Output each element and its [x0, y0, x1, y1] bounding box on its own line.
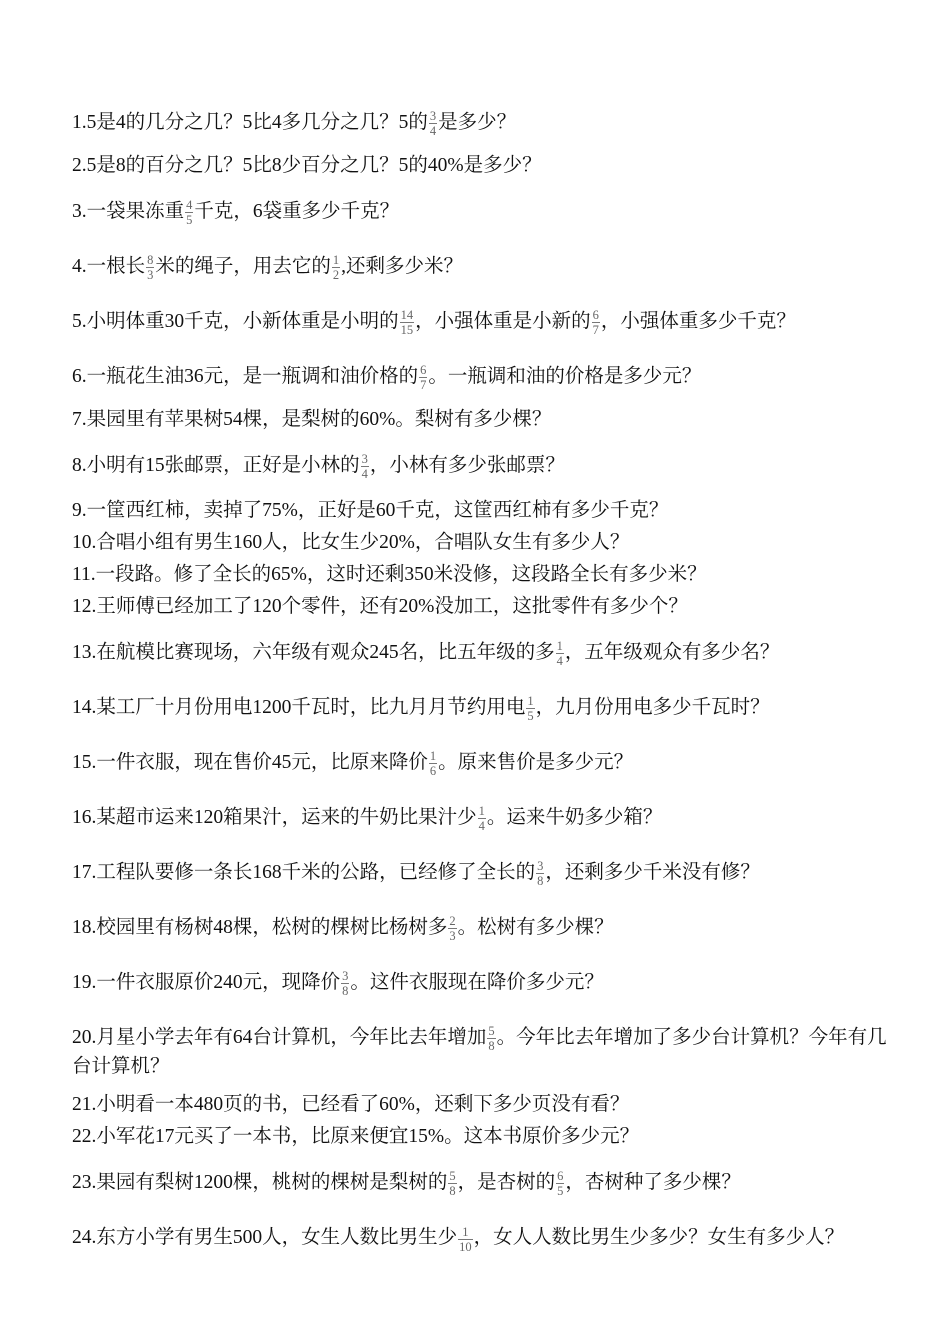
question-text: 。松树有多少棵？ — [457, 917, 614, 939]
fraction-denominator: 15 — [400, 323, 414, 338]
question-text: 。一瓶调和油的价格是多少元？ — [428, 366, 702, 388]
question-16 — [72, 791, 890, 846]
fraction-denominator: 8 — [537, 874, 544, 889]
fraction-denominator: 8 — [342, 984, 349, 999]
question-text: 24.东方小学有男生500人，女生人数比男生少 — [72, 1227, 458, 1249]
fraction — [429, 109, 437, 138]
question-text: 4.一根长 — [72, 256, 146, 278]
question-text: 11.一段路。修了全长的65%，这时还剩350米没修，这段路全长有多少米？ — [72, 564, 707, 586]
fraction-denominator: 10 — [459, 1239, 472, 1254]
question-text: 16.某超市运来120箱果汁，运来的牛奶比果汁少 — [72, 807, 477, 829]
fraction-denominator: 8 — [449, 1184, 456, 1199]
question-20 — [72, 1011, 890, 1094]
fraction-denominator: 4 — [478, 819, 485, 834]
fraction-denominator: 4 — [429, 124, 437, 139]
fraction-denominator: 3 — [147, 268, 154, 283]
question-1 — [72, 96, 890, 151]
fraction-numerator: 6 — [557, 1169, 564, 1184]
question-text: 17.工程队要修一条长168千米的公路，已经修了全长的 — [72, 862, 536, 884]
fraction-denominator: 8 — [488, 1039, 495, 1054]
fraction — [556, 1169, 564, 1198]
question-23 — [72, 1156, 890, 1211]
question-22 — [72, 1118, 890, 1156]
question-text: 23.果园有梨树1200棵，桃树的棵树是梨树的 — [72, 1172, 448, 1194]
fraction — [448, 914, 456, 943]
fraction-numerator: 1 — [556, 639, 563, 654]
fraction-numerator: 1 — [527, 694, 534, 709]
question-18 — [72, 901, 890, 956]
fraction-numerator: 6 — [420, 363, 427, 378]
question-text: 是多少？ — [438, 112, 517, 133]
fraction — [536, 859, 544, 888]
question-text: 1.5是4的几分之几？5比4多几分之几？5的 — [72, 112, 428, 133]
fraction-denominator: 5 — [527, 709, 534, 724]
question-text: 5.小明体重30千克，小新体重是小明的 — [72, 311, 399, 333]
question-6 — [72, 350, 890, 405]
fraction-numerator: 5 — [488, 1024, 495, 1039]
question-text: 9.一筐西红柿，卖掉了75%，正好是60千克，这筐西红柿有多少千克？ — [72, 500, 669, 522]
fraction-denominator: 3 — [449, 929, 456, 944]
fraction-numerator: 5 — [449, 1169, 456, 1184]
question-text: ,还剩多少米？ — [341, 256, 464, 278]
question-4 — [72, 240, 890, 295]
fraction — [419, 363, 427, 392]
fraction — [361, 452, 369, 481]
question-text: 千克，6袋重多少千克？ — [194, 201, 400, 223]
fraction-numerator: 6 — [592, 308, 599, 323]
fraction-numerator: 3 — [361, 452, 368, 467]
fraction — [448, 1169, 456, 1198]
fraction — [458, 1225, 473, 1254]
fraction — [185, 198, 193, 227]
question-text: 。今年比去年增加了多少台计算机？今年有几台计算机？ — [72, 1027, 887, 1078]
question-7 — [72, 401, 890, 439]
question-17 — [72, 846, 890, 901]
question-19 — [72, 956, 890, 1011]
question-text: 15.一件衣服，现在售价45元，比原来降价 — [72, 752, 428, 774]
fraction-numerator: 1 — [429, 749, 437, 764]
question-2 — [72, 147, 890, 185]
fraction-numerator: 4 — [186, 198, 193, 213]
fraction-numerator: 3 — [429, 109, 437, 124]
fraction — [332, 253, 340, 282]
question-24 — [72, 1211, 890, 1266]
fraction — [526, 694, 534, 723]
fraction-numerator: 14 — [400, 308, 414, 323]
fraction-numerator: 8 — [147, 253, 154, 268]
fraction — [592, 308, 600, 337]
question-text: ，五年级观众有多少名？ — [564, 642, 780, 664]
question-text: 6.一瓶花生油36元，是一瓶调和油价格的 — [72, 366, 419, 388]
fraction-numerator: 1 — [458, 1225, 473, 1240]
question-text: 20.月星小学去年有64台计算机，今年比去年增加 — [72, 1027, 487, 1049]
fraction-numerator: 2 — [449, 914, 456, 929]
question-text: ，还剩多少千米没有修？ — [545, 862, 760, 884]
question-text: ，小林有多少张邮票？ — [369, 455, 565, 477]
fraction — [556, 639, 564, 668]
question-text: 21.小明看一本480页的书，已经看了60%，还剩下多少页没有看？ — [72, 1094, 630, 1116]
question-text: 8.小明有15张邮票，正好是小林的 — [72, 455, 360, 477]
question-text: 13.在航模比赛现场，六年级有观众245名，比五年级的多 — [72, 642, 555, 664]
question-13 — [72, 626, 890, 681]
fraction-denominator: 4 — [361, 467, 368, 482]
fraction-denominator: 2 — [332, 268, 340, 283]
fraction — [400, 308, 415, 337]
fraction-numerator: 1 — [478, 804, 485, 819]
fraction — [429, 749, 437, 778]
fraction — [146, 253, 154, 282]
fraction-denominator: 6 — [429, 764, 437, 779]
question-text: 。原来售价是多少元？ — [438, 752, 634, 774]
fraction — [487, 1024, 495, 1053]
fraction-denominator: 5 — [557, 1184, 564, 1199]
fraction-denominator: 7 — [592, 323, 599, 338]
question-text: 2.5是8的百分之几？5比8少百分之几？5的40%是多少？ — [72, 155, 542, 177]
question-text: 10.合唱小组有男生160人，比女生少20%，合唱队女生有多少人？ — [72, 532, 630, 554]
question-text: ，小强体重是小新的 — [415, 311, 591, 333]
question-text: ，小强体重多少千克？ — [600, 311, 796, 333]
question-text: 3.一袋果冻重 — [72, 201, 185, 223]
question-list — [72, 96, 890, 1267]
fraction-denominator: 4 — [556, 654, 563, 669]
fraction-denominator: 7 — [420, 378, 427, 393]
question-text: 18.校园里有杨树48棵，松树的棵树比杨树多 — [72, 917, 448, 939]
fraction-numerator: 3 — [342, 969, 349, 984]
fraction-denominator: 5 — [186, 213, 193, 228]
question-text: 22.小军花17元买了一本书，比原来便宜15%。这本书原价多少元？ — [72, 1126, 640, 1148]
question-text: 米的绳子，用去它的 — [155, 256, 331, 278]
question-8 — [72, 439, 890, 494]
question-text: 7.果园里有苹果树54棵，是梨树的60%。梨树有多少棵？ — [72, 409, 552, 431]
question-text: 12.王师傅已经加工了120个零件，还有20%没加工，这批零件有多少个？ — [72, 596, 688, 618]
question-text: 19.一件衣服原价240元，现降价 — [72, 972, 341, 994]
question-3 — [72, 185, 890, 240]
fraction — [341, 969, 349, 998]
question-text: 。运来牛奶多少箱？ — [486, 807, 663, 829]
question-text: 。这件衣服现在降价多少元？ — [350, 972, 604, 994]
question-12 — [72, 588, 890, 626]
fraction-numerator: 3 — [537, 859, 544, 874]
question-text: ，九月份用电多少千瓦时？ — [535, 697, 770, 719]
question-5 — [72, 295, 890, 350]
fraction-numerator: 1 — [332, 253, 340, 268]
question-14 — [72, 681, 890, 736]
fraction — [478, 804, 486, 833]
question-text: ，女人人数比男生少多少？女生有多少人？ — [473, 1227, 845, 1249]
question-15 — [72, 736, 890, 791]
question-text: 14.某工厂十月份用电1200千瓦时，比九月月节约用电 — [72, 697, 526, 719]
question-text: ，是杏树的 — [457, 1172, 556, 1194]
question-text: ，杏树种了多少棵？ — [565, 1172, 741, 1194]
